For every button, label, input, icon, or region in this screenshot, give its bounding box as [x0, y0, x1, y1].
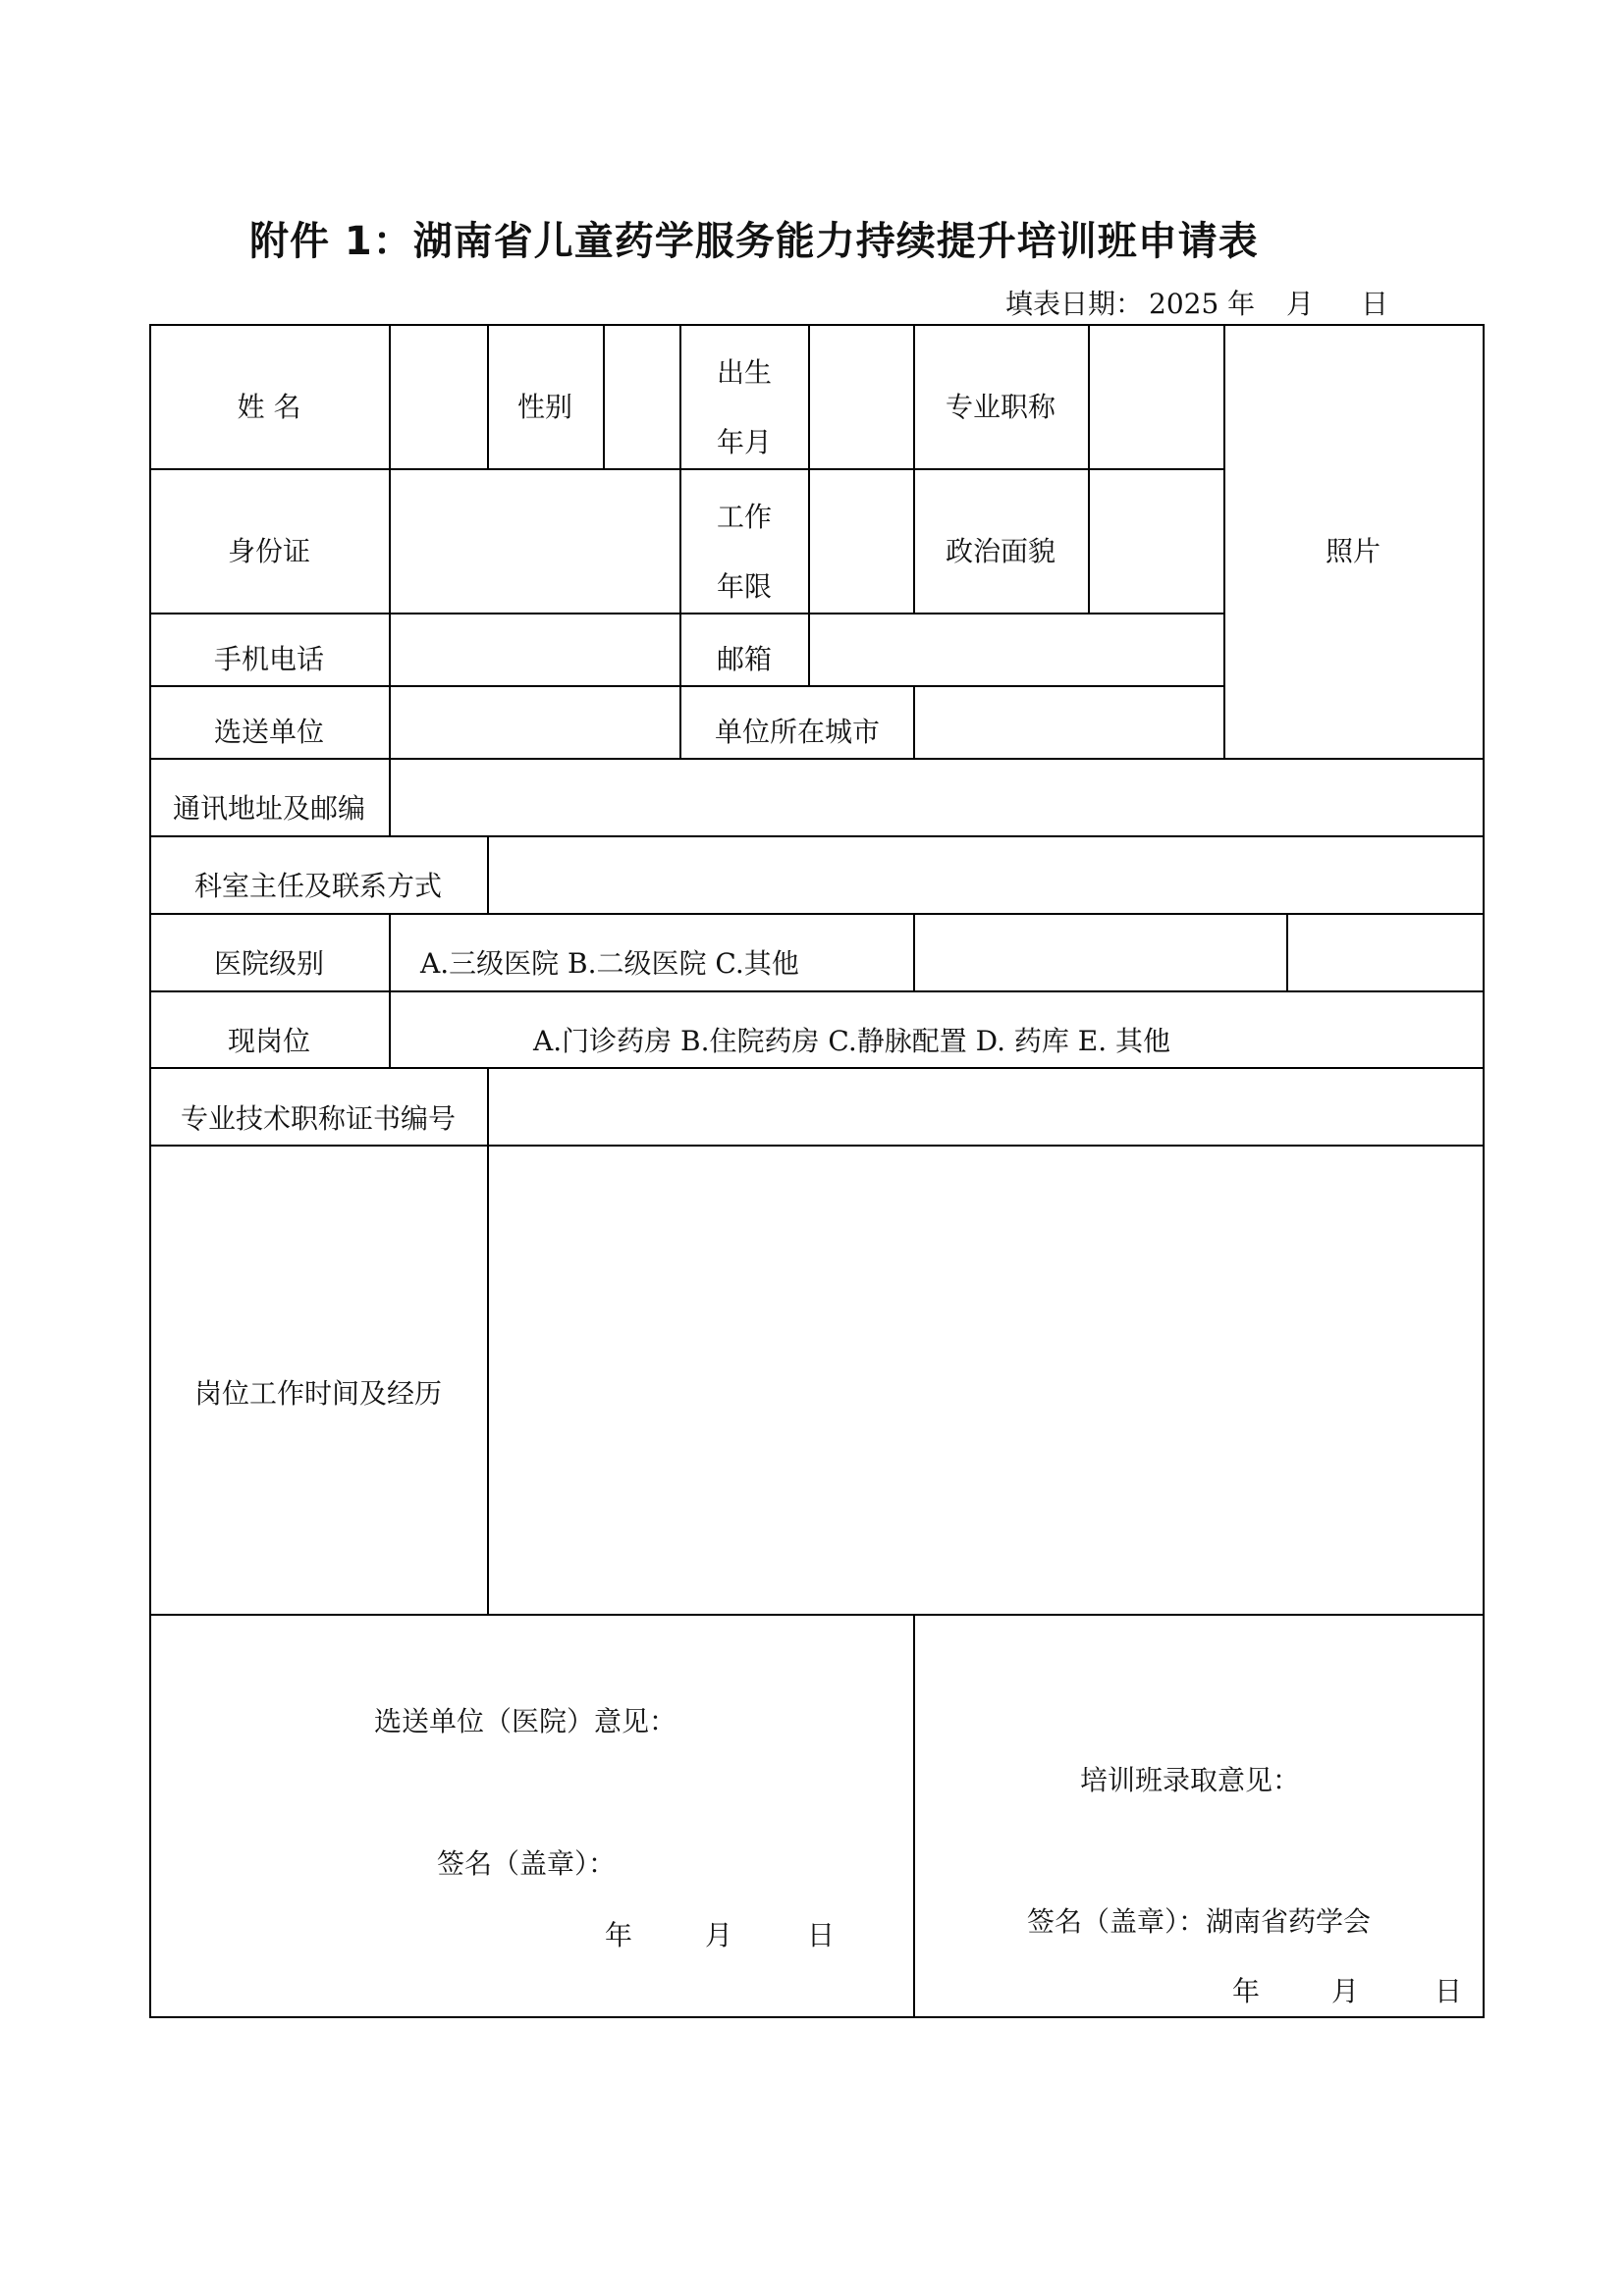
admission-date-year: 年: [1231, 1975, 1261, 2007]
input-hospital-level-other[interactable]: [915, 915, 1286, 990]
page-title: 附件 1：湖南省儿童药学服务能力持续提升培训班申请表: [249, 219, 1259, 264]
label-photo: 照片: [1325, 535, 1381, 567]
unit-date-month: 月: [704, 1919, 733, 1951]
label-gender: 性别: [516, 391, 573, 423]
input-cert-number[interactable]: [489, 1069, 1483, 1145]
label-birth-line2: 年月: [716, 426, 773, 458]
unit-date-day: 日: [806, 1919, 836, 1951]
photo-box[interactable]: [1225, 326, 1483, 758]
label-political-status: 政治面貌: [945, 535, 1056, 567]
label-current-post: 现岗位: [227, 1025, 311, 1057]
input-address-postcode[interactable]: [391, 760, 1483, 835]
label-title-rank: 专业职称: [945, 391, 1056, 423]
label-work-history: 岗位工作时间及经历: [193, 1377, 443, 1410]
input-id-card[interactable]: [391, 470, 679, 613]
unit-date-year: 年: [604, 1919, 633, 1951]
label-sending-unit: 选送单位: [213, 716, 325, 748]
input-birth[interactable]: [810, 326, 913, 468]
label-mobile: 手机电话: [213, 643, 325, 675]
label-unit-city: 单位所在城市: [714, 716, 881, 748]
input-political-status[interactable]: [1090, 470, 1223, 613]
admission-opinion-box[interactable]: [915, 1616, 1483, 2016]
fill-date-year: 2025 年: [1149, 288, 1256, 320]
unit-opinion-box[interactable]: [151, 1616, 913, 2016]
input-title-rank[interactable]: [1090, 326, 1223, 468]
admission-opinion-label: 培训班录取意见：: [1079, 1764, 1301, 1796]
fill-date-month: 月: [1286, 288, 1315, 320]
fill-date-day: 日: [1361, 288, 1389, 320]
admission-sign-label: 签名（盖章）：湖南省药学会: [1026, 1905, 1372, 1938]
label-hospital-level: 医院级别: [213, 947, 325, 980]
label-id-card: 身份证: [227, 535, 311, 567]
unit-opinion-label: 选送单位（医院）意见：: [373, 1705, 677, 1737]
label-address-postcode: 通讯地址及邮编: [172, 792, 366, 825]
label-work-years-line1: 工作: [716, 501, 773, 533]
input-name[interactable]: [391, 326, 485, 468]
label-work-years-line2: 年限: [716, 570, 773, 603]
label-cert-number: 专业技术职称证书编号: [180, 1102, 457, 1135]
unit-sign-label: 签名（盖章）：: [436, 1847, 617, 1880]
hospital-level-options[interactable]: A.三级医院 B.二级医院 C.其他: [420, 947, 799, 980]
input-work-years[interactable]: [810, 470, 913, 613]
label-email: 邮箱: [716, 643, 773, 675]
label-name: 姓 名: [237, 391, 301, 423]
input-mobile[interactable]: [391, 614, 679, 685]
label-dept-director: 科室主任及联系方式: [193, 870, 443, 902]
input-email[interactable]: [810, 614, 1223, 685]
fill-date-label: 填表日期：: [1005, 288, 1144, 320]
input-sending-unit[interactable]: [391, 687, 679, 758]
label-birth-line1: 出生: [716, 356, 773, 389]
input-dept-director[interactable]: [489, 837, 1483, 913]
input-unit-city[interactable]: [915, 687, 1223, 758]
admission-date-month: 月: [1330, 1975, 1360, 2007]
input-gender[interactable]: [605, 326, 679, 468]
admission-date-day: 日: [1434, 1975, 1463, 2007]
input-work-history[interactable]: [489, 1147, 1483, 1614]
current-post-options[interactable]: A.门诊药房 B.住院药房 C.静脉配置 D. 药库 E. 其他: [533, 1025, 1171, 1057]
input-hospital-level-extra[interactable]: [1288, 915, 1483, 990]
